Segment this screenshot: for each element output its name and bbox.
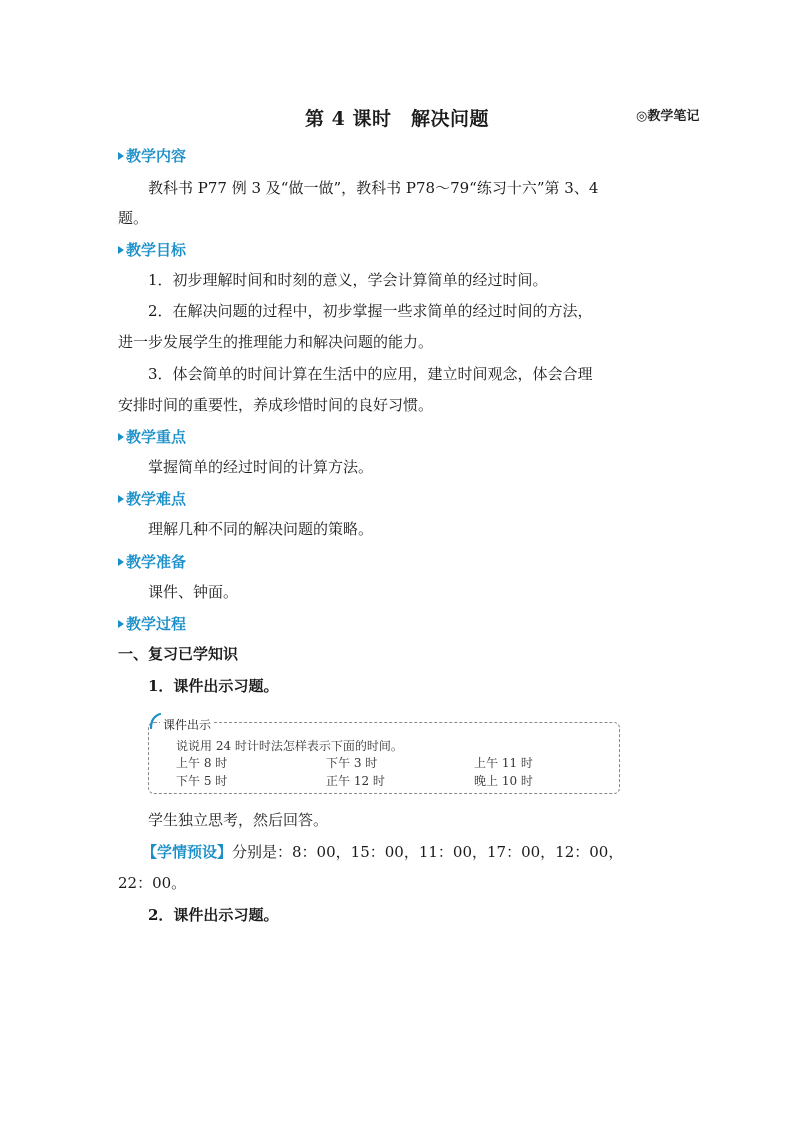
courseware-label: 课件出示 — [160, 716, 214, 733]
preset-tag: 【学情预设】 — [142, 843, 233, 861]
preset-text: 分别是：8：00，15：00，11：00，17：00，12：00， — [232, 843, 624, 861]
triangle-bullet-icon — [118, 620, 124, 628]
prep-text: 课件、钟面。 — [148, 583, 239, 601]
section-heading-difficulty: 教学难点 — [118, 488, 186, 509]
triangle-bullet-icon — [118, 433, 124, 441]
preset-line — [142, 842, 623, 862]
triangle-bullet-icon — [118, 558, 124, 566]
section-heading-process: 教学过程 — [118, 613, 186, 634]
goal-line-2: 2．在解决问题的过程中，初步掌握一些求简单的经过时间的方法， — [148, 302, 593, 320]
section-heading-prep: 教学准备 — [118, 551, 186, 572]
content-line-1: 教科书 P77 例 3 及“做一做”，教科书 P78～79“练习十六”第 3、4 — [148, 179, 599, 197]
goal-line-3: 进一步发展学生的推理能力和解决问题的能力。 — [118, 333, 434, 351]
box-cell: 上午 8 时 — [176, 756, 228, 770]
key-text: 掌握简单的经过时间的计算方法。 — [148, 458, 374, 476]
section-heading-goals: 教学目标 — [118, 239, 186, 260]
section-heading-content: 教学内容 — [118, 145, 186, 166]
triangle-bullet-icon — [118, 152, 124, 160]
goal-line-1: 1．初步理解时间和时刻的意义，学会计算简单的经过时间。 — [148, 271, 548, 289]
section-heading-key: 教学重点 — [118, 426, 186, 447]
triangle-bullet-icon — [118, 495, 124, 503]
preset-continuation: 22：00。 — [118, 874, 187, 892]
box-cell: 正午 12 时 — [326, 774, 385, 788]
box-cell: 上午 11 时 — [474, 756, 533, 770]
teaching-notes-label: ◎教学笔记 — [636, 109, 700, 124]
box-cell: 晚上 10 时 — [474, 774, 533, 788]
step-2: 2．课件出示习题。 — [148, 906, 279, 924]
goal-line-5: 安排时间的重要性，养成珍惜时间的良好习惯。 — [118, 396, 434, 414]
box-prompt: 说说用 24 时计时法怎样表示下面的时间。 — [176, 739, 403, 753]
box-cell: 下午 3 时 — [326, 756, 378, 770]
goal-line-4: 3．体会简单的时间计算在生活中的应用，建立时间观念，体会合理 — [148, 365, 593, 383]
box-cell: 下午 5 时 — [176, 774, 228, 788]
part-1-heading: 一、复习已学知识 — [118, 645, 239, 663]
page-title: 第 4 课时 解决问题 — [305, 108, 489, 130]
content-line-2: 题。 — [118, 209, 149, 227]
triangle-bullet-icon — [118, 246, 124, 254]
after-box-text: 学生独立思考，然后回答。 — [148, 811, 329, 829]
difficulty-text: 理解几种不同的解决问题的策略。 — [148, 520, 374, 538]
step-1: 1．课件出示习题。 — [148, 677, 279, 695]
